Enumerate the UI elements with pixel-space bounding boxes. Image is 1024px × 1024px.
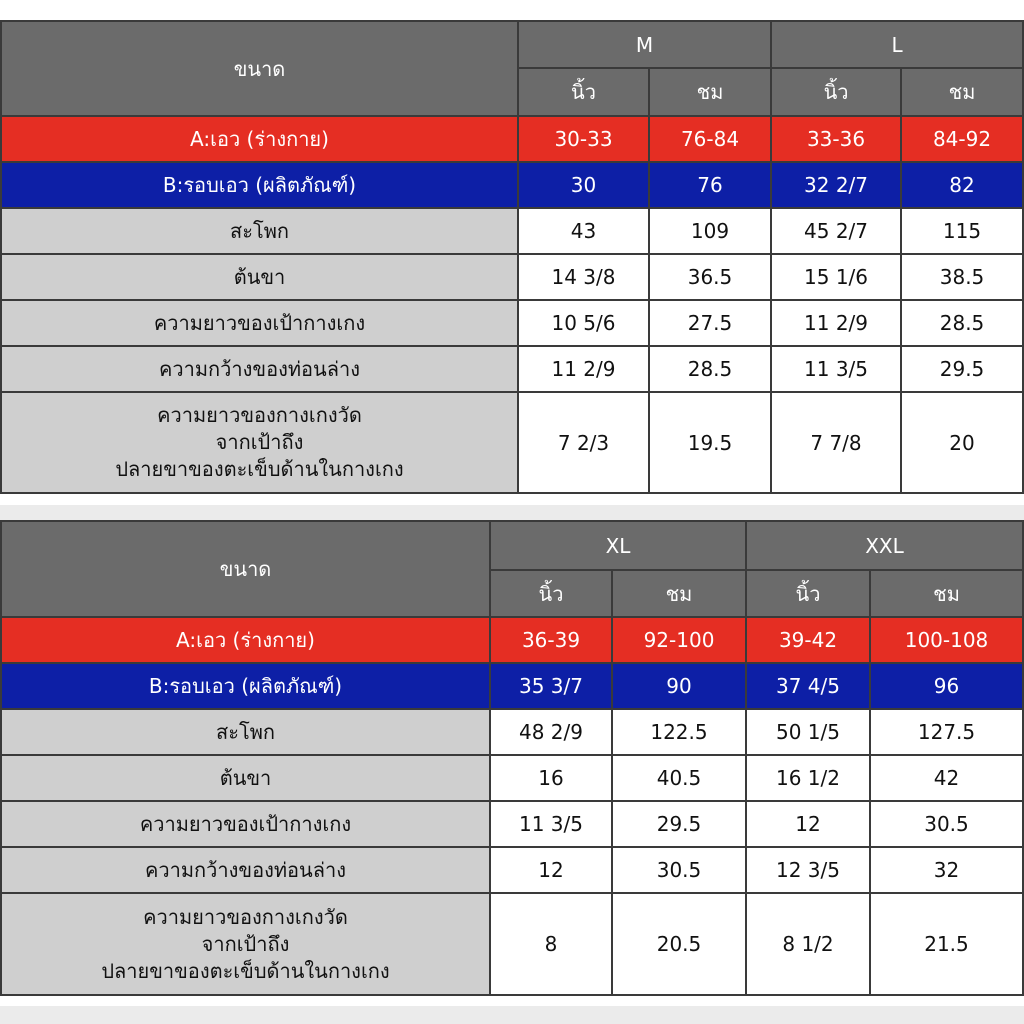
- row-label-line: ความยาวของกางเกงวัด: [157, 403, 362, 427]
- row-label: ความยาวของเป้ากางเกง: [1, 801, 490, 847]
- value-cell: 43: [518, 208, 649, 254]
- table-row-thigh: [1, 254, 1023, 300]
- size-header-l: L: [771, 21, 1023, 68]
- row-label: สะโพก: [1, 709, 490, 755]
- value-cell: 16: [490, 755, 612, 801]
- value-cell: 122.5: [612, 709, 746, 755]
- size-chart-table-m-l: [0, 20, 1024, 494]
- table-row-rise: [1, 801, 1023, 847]
- unit-header-inch: นิ้ว: [746, 570, 870, 617]
- value-cell: 84-92: [901, 116, 1023, 162]
- value-cell: 12: [746, 801, 870, 847]
- row-label: ความกว้างของท่อนล่าง: [1, 847, 490, 893]
- value-cell: 8 1/2: [746, 893, 870, 995]
- value-cell: 40.5: [612, 755, 746, 801]
- size-header-m: M: [518, 21, 771, 68]
- size-header-label: ขนาด: [1, 21, 518, 116]
- value-cell: 109: [649, 208, 771, 254]
- value-cell: 96: [870, 663, 1023, 709]
- value-cell: 11 3/5: [771, 346, 901, 392]
- value-cell: 39-42: [746, 617, 870, 663]
- table-row-leg-opening: [1, 346, 1023, 392]
- value-cell: 36-39: [490, 617, 612, 663]
- value-cell: 48 2/9: [490, 709, 612, 755]
- value-cell: 12: [490, 847, 612, 893]
- table-row-waist-product: [1, 663, 1023, 709]
- row-label-line: ความยาวของกางเกงวัด: [143, 904, 348, 929]
- table-separator: [0, 505, 1024, 520]
- value-cell: 37 4/5: [746, 663, 870, 709]
- value-cell: 11 2/9: [771, 300, 901, 346]
- unit-header-inch: นิ้ว: [771, 68, 901, 116]
- value-cell: 11 3/5: [490, 801, 612, 847]
- value-cell: 27.5: [649, 300, 771, 346]
- value-cell: 12 3/5: [746, 847, 870, 893]
- value-cell: 14 3/8: [518, 254, 649, 300]
- row-label: สะโพก: [1, 208, 518, 254]
- value-cell: 50 1/5: [746, 709, 870, 755]
- value-cell: 32: [870, 847, 1023, 893]
- row-label: ต้นขา: [1, 254, 518, 300]
- size-chart-table-xl-xxl: [0, 520, 1024, 996]
- table-row-waist-product: [1, 162, 1023, 208]
- row-label: A:เอว (ร่างกาย): [1, 617, 490, 663]
- table-row-inseam: [1, 893, 1023, 995]
- value-cell: 20.5: [612, 893, 746, 995]
- value-cell: 21.5: [870, 893, 1023, 995]
- row-label: ต้นขา: [1, 755, 490, 801]
- value-cell: 76-84: [649, 116, 771, 162]
- row-label: B:รอบเอว (ผลิตภัณฑ์): [1, 663, 490, 709]
- value-cell: 29.5: [901, 346, 1023, 392]
- row-label-line: ปลายขาของตะเข็บด้านในกางเกง: [115, 457, 404, 481]
- row-label-line: ปลายขาของตะเข็บด้านในกางเกง: [101, 958, 390, 983]
- value-cell: 15 1/6: [771, 254, 901, 300]
- table-row-waist-body: [1, 617, 1023, 663]
- value-cell: 42: [870, 755, 1023, 801]
- value-cell: 19.5: [649, 392, 771, 493]
- unit-header-inch: นิ้ว: [518, 68, 649, 116]
- bottom-spacer: [0, 1006, 1024, 1024]
- row-label-line: จากเป้าถึง: [201, 931, 290, 956]
- table-row-waist-body: [1, 116, 1023, 162]
- value-cell: 30.5: [870, 801, 1023, 847]
- value-cell: 32 2/7: [771, 162, 901, 208]
- table-row-leg-opening: [1, 847, 1023, 893]
- table-row-inseam: [1, 392, 1023, 493]
- value-cell: 90: [612, 663, 746, 709]
- table-row-thigh: [1, 755, 1023, 801]
- unit-header-cm: ชม: [901, 68, 1023, 116]
- value-cell: 30: [518, 162, 649, 208]
- table-row-hip: [1, 208, 1023, 254]
- size-header-xl: XL: [490, 521, 746, 570]
- table-row-hip: [1, 709, 1023, 755]
- value-cell: 10 5/6: [518, 300, 649, 346]
- size-header-label: ขนาด: [1, 521, 490, 617]
- value-cell: 20: [901, 392, 1023, 493]
- unit-header-cm: ชม: [649, 68, 771, 116]
- row-label: ความกว้างของท่อนล่าง: [1, 346, 518, 392]
- value-cell: 115: [901, 208, 1023, 254]
- row-label-line: จากเป้าถึง: [215, 430, 304, 454]
- row-label: [1, 893, 490, 995]
- value-cell: 33-36: [771, 116, 901, 162]
- value-cell: 8: [490, 893, 612, 995]
- unit-header-cm: ชม: [870, 570, 1023, 617]
- value-cell: 29.5: [612, 801, 746, 847]
- value-cell: 76: [649, 162, 771, 208]
- top-spacer: [0, 0, 1024, 20]
- value-cell: 30.5: [612, 847, 746, 893]
- value-cell: 36.5: [649, 254, 771, 300]
- value-cell: 100-108: [870, 617, 1023, 663]
- value-cell: 28.5: [901, 300, 1023, 346]
- row-label: A:เอว (ร่างกาย): [1, 116, 518, 162]
- value-cell: 16 1/2: [746, 755, 870, 801]
- row-label: [1, 392, 518, 493]
- value-cell: 7 2/3: [518, 392, 649, 493]
- unit-header-inch: นิ้ว: [490, 570, 612, 617]
- table-row-rise: [1, 300, 1023, 346]
- value-cell: 7 7/8: [771, 392, 901, 493]
- value-cell: 11 2/9: [518, 346, 649, 392]
- value-cell: 35 3/7: [490, 663, 612, 709]
- value-cell: 92-100: [612, 617, 746, 663]
- value-cell: 82: [901, 162, 1023, 208]
- size-header-xxl: XXL: [746, 521, 1023, 570]
- unit-header-cm: ชม: [612, 570, 746, 617]
- value-cell: 127.5: [870, 709, 1023, 755]
- row-label: ความยาวของเป้ากางเกง: [1, 300, 518, 346]
- value-cell: 28.5: [649, 346, 771, 392]
- row-label: B:รอบเอว (ผลิตภัณฑ์): [1, 162, 518, 208]
- value-cell: 38.5: [901, 254, 1023, 300]
- value-cell: 45 2/7: [771, 208, 901, 254]
- value-cell: 30-33: [518, 116, 649, 162]
